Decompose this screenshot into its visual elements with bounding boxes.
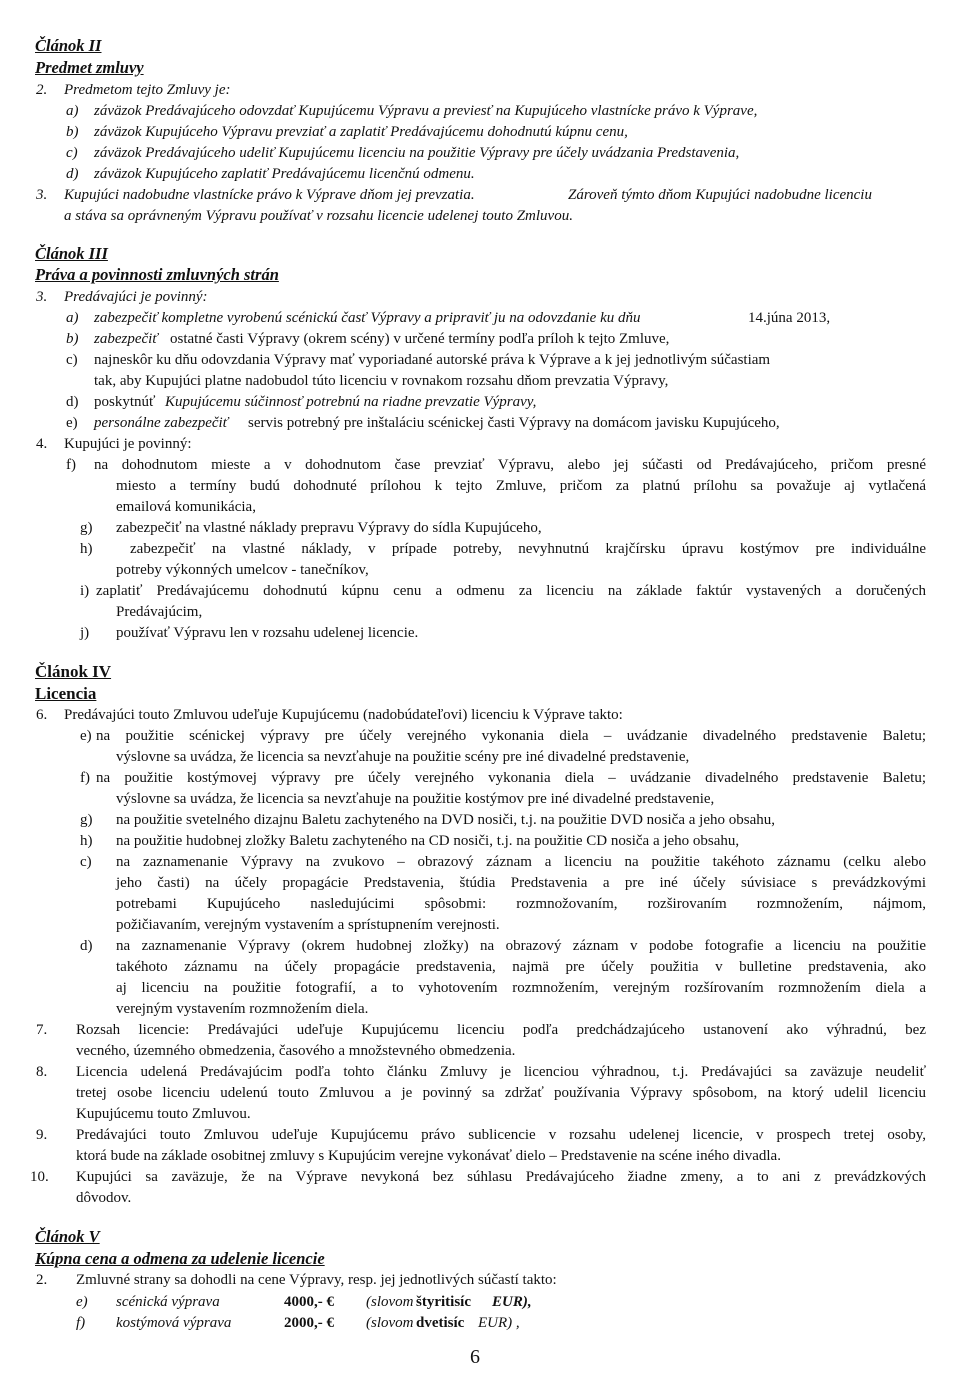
list-item: verejným vystavením rozmnožením diela. bbox=[116, 1001, 369, 1017]
paragraph-number: 8. bbox=[36, 1064, 48, 1080]
list-marker: i) bbox=[80, 583, 90, 599]
article-3-heading: Článok III bbox=[35, 244, 108, 263]
article-4-subheading: Licencia bbox=[35, 684, 97, 703]
list-item: servis potrebný pre inštaláciu scénickej časti Výpravy na domácom javisku Kupujúceho, bbox=[248, 415, 780, 431]
list-marker: g) bbox=[80, 812, 93, 828]
list-marker: f) bbox=[80, 770, 90, 786]
paragraph-text: Predávajúci touto Zmluvou udeľuje Kupujúcemu (nadobúdateľovi) licenciu k Výprave takto: bbox=[64, 707, 623, 723]
paragraph-text: Licencia udelená Predávajúcim podľa tohto článku Zmluvy je licenciou výhradnou, t.j. Predávajúci sa zaväzuje neudeliť bbox=[76, 1064, 926, 1080]
list-marker: e) bbox=[76, 1294, 88, 1310]
list-marker: a) bbox=[66, 310, 79, 326]
list-marker: b) bbox=[66, 331, 79, 347]
list-marker: c) bbox=[80, 854, 92, 870]
paragraph-number: 9. bbox=[36, 1127, 48, 1143]
list-item: používať Výpravu len v rozsahu udelenej licencie. bbox=[116, 625, 419, 641]
paragraph-number: 2. bbox=[36, 82, 48, 98]
price-item-name: scénická výprava bbox=[116, 1294, 220, 1310]
price-value: 4000,- € bbox=[284, 1294, 334, 1310]
list-item: záväzok Predávajúceho udeliť Kupujúcemu licenciu na použitie Výpravy pre účely uvádzania Predstavenia, bbox=[94, 145, 740, 161]
article-5-heading: Článok V bbox=[35, 1227, 100, 1246]
paragraph-number: 10. bbox=[30, 1169, 49, 1185]
paragraph-text: Kupujúci sa zaväzuje, že na Výprave nevykoná bez súhlasu Predávajúceho žiadne zmeny, a to ani z prevádzkových bbox=[76, 1169, 926, 1185]
paragraph-text: Zmluvné strany sa dohodli na cene Výpravy, resp. jej jednotlivých súčastí takto: bbox=[76, 1272, 557, 1288]
price-words: (slovom bbox=[366, 1315, 414, 1331]
list-marker: e) bbox=[80, 728, 92, 744]
paragraph-text: Predávajúci touto Zmluvou udeľuje Kupujúcemu právo sublicencie v rozsahu udelenej licencie, v prospech tretej osoby, bbox=[76, 1127, 926, 1143]
article-2-subheading: Predmet zmluvy bbox=[35, 58, 144, 77]
paragraph-text: a stáva sa oprávneným Výpravu používať v rozsahu licencie udelenej touto Zmluvou. bbox=[64, 208, 573, 224]
list-marker: b) bbox=[66, 124, 79, 140]
list-item: na použitie hudobnej zložky Baletu zachyteného na CD nosiči, t.j. na použitie CD nosiča a jeho obsahu, bbox=[116, 833, 740, 849]
list-item: na použitie svetelného dizajnu Baletu zachyteného na DVD nosiči, t.j. na použitie DVD nosiča a jeho obsahu, bbox=[116, 812, 775, 828]
list-marker: d) bbox=[66, 394, 79, 410]
list-marker: g) bbox=[80, 520, 93, 536]
list-item: záväzok Kupujúceho Výpravu prevziať a zaplatiť Predávajúcemu dohodnutú kúpnu cenu, bbox=[94, 124, 628, 140]
paragraph-text: Kupujúci nadobudne vlastnícke právo k Výprave dňom jej prevzatia. bbox=[64, 187, 475, 203]
list-item: potreby výkonných umelcov - tanečníkov, bbox=[116, 562, 369, 578]
list-item: emailová komunikácia, bbox=[116, 499, 256, 515]
article-2-heading: Článok II bbox=[35, 36, 102, 55]
list-marker: j) bbox=[80, 625, 90, 641]
price-words-currency: EUR) , bbox=[478, 1315, 520, 1331]
list-item: Predávajúcim, bbox=[116, 604, 203, 620]
list-item: zabezpečiť na vlastné náklady, v prípade potreby, nevyhnutnú krajčírsku úpravu kostýmov pre individuálne bbox=[130, 541, 926, 557]
article-4-heading: Článok IV bbox=[35, 662, 112, 681]
list-item: najneskôr ku dňu odovzdania Výpravy mať vyporiadané autorské práva k Výprave a k jej jednotlivým súčastiam bbox=[94, 352, 771, 368]
list-marker: c) bbox=[66, 145, 78, 161]
paragraph-text: dôvodov. bbox=[76, 1190, 132, 1206]
list-item: na použitie kostýmovej výpravy pre účely verejného vykonania diela – uvádzanie divadelného predstavenie Baletu; bbox=[96, 770, 926, 786]
paragraph-text: ktorá bude na základe osobitnej zmluvy s Kupujúcim verejne vykonávať dielo – Predstavenie na scéne iného divadla. bbox=[76, 1148, 781, 1164]
list-item: výslovne sa uvádza, že licencia sa nevzťahuje na použitie kostýmov pre iné divadelné predstavenie, bbox=[116, 791, 715, 807]
price-words: (slovom bbox=[366, 1294, 414, 1310]
list-item: poskytnúť bbox=[94, 394, 156, 410]
list-marker: h) bbox=[80, 833, 93, 849]
list-item: zabezpečiť bbox=[94, 331, 158, 347]
price-words-amount: štyritisíc bbox=[416, 1294, 471, 1310]
paragraph-text: Predávajúci je povinný: bbox=[64, 289, 208, 305]
paragraph-number: 3. bbox=[36, 187, 48, 203]
list-item: ostatné časti Výpravy (okrem scény) v určené termíny podľa príloh k tejto Zmluve, bbox=[170, 331, 670, 347]
list-item: na zaznamenanie Výpravy (okrem hudobnej zložky) na obrazový záznam v podobe fotografie a licenciu na použitie bbox=[116, 938, 926, 954]
paragraph-number: 4. bbox=[36, 436, 48, 452]
list-item: zabezpečiť na vlastné náklady prepravu Výpravy do sídla Kupujúceho, bbox=[116, 520, 542, 536]
list-item: záväzok Kupujúceho zaplatiť Predávajúcemu licenčnú odmenu. bbox=[94, 166, 475, 182]
list-item: zabezpečiť kompletne vyrobenú scénickú časť Výpravy a pripraviť ju na odovzdanie ku dňu bbox=[94, 310, 641, 326]
paragraph-text: Rozsah licencie: Predávajúci udeľuje Kupujúcemu licenciu podľa predchádzajúceho ustanovení ako výhradnú, bez bbox=[76, 1022, 926, 1038]
list-item: na zaznamenanie Výpravy na zvukovo – obrazový záznam a licenciu na použitie takéhoto záznamu (celku alebo bbox=[116, 854, 926, 870]
list-item: záväzok Predávajúceho odovzdať Kupujúcemu Výpravu a previesť na Kupujúceho vlastnícke právo k Výprave, bbox=[94, 103, 758, 119]
list-marker: e) bbox=[66, 415, 78, 431]
paragraph-text: Kupujúcemu touto Zmluvou. bbox=[76, 1106, 251, 1122]
list-item: výslovne sa uvádza, že licencia sa nevzťahuje na použitie scény pre iné divadelné predstavenie, bbox=[116, 749, 690, 765]
article-3-subheading: Práva a povinnosti zmluvných strán bbox=[35, 265, 279, 284]
list-item: požičiavaním, verejným vystavením a sprístupnením verejnosti. bbox=[116, 917, 500, 933]
list-item: miesto a termíny budú dohodnuté prílohou k tejto Zmluve, pričom za platnú prílohu sa považuje aj vytlačená bbox=[116, 478, 926, 494]
paragraph-text: Predmetom tejto Zmluvy je: bbox=[64, 82, 231, 98]
paragraph-text: Zároveň týmto dňom Kupujúci nadobudne licenciu bbox=[568, 187, 872, 203]
list-item: takéhoto záznamu na účely propagácie predstavenia, najmä pre účely použitia v bulletine predstavenia, ako bbox=[116, 959, 926, 975]
list-item-date: 14.júna 2013, bbox=[748, 310, 831, 326]
list-item: zaplatiť Predávajúcemu dohodnutú kúpnu cenu a odmenu za licenciu na základe faktúr vystavených a doručených bbox=[96, 583, 926, 599]
list-item: Kupujúcemu súčinnosť potrebnú na riadne prevzatie Výpravy, bbox=[165, 394, 537, 410]
paragraph-text: tretej osobe licenciu udelenú touto Zmluvou a je povinný sa zdržať používania Výpravy spôsobom, na ktorý udelil licenciu bbox=[76, 1085, 926, 1101]
price-words-amount: dvetisíc bbox=[416, 1315, 465, 1331]
list-marker: h) bbox=[80, 541, 93, 557]
price-words-currency: EUR), bbox=[492, 1294, 532, 1310]
list-marker: f) bbox=[66, 457, 76, 473]
list-marker: c) bbox=[66, 352, 78, 368]
list-item: potrebami Kupujúceho nasledujúcimi spôsobmi: rozmnožovaním, rozširovaním rozmnožením, nájmom, bbox=[116, 896, 926, 912]
list-item: na použitie scénickej výpravy pre účely verejného vykonania diela – uvádzanie divadelného predstavenie Baletu; bbox=[96, 728, 926, 744]
list-marker: f) bbox=[76, 1315, 86, 1331]
page-number: 6 bbox=[470, 1346, 480, 1368]
paragraph-text: vecného, územného obmedzenia, časového a množstevného obmedzenia. bbox=[76, 1043, 516, 1059]
list-marker: d) bbox=[80, 938, 93, 954]
list-item: personálne zabezpečiť bbox=[94, 415, 229, 431]
list-item: aj licenciu na použitie fotografií, a to vyhotovením rozmnožením, verejným rozšírovaním rozmnožením diela a bbox=[116, 980, 926, 996]
paragraph-number: 6. bbox=[36, 707, 48, 723]
price-value: 2000,- € bbox=[284, 1315, 334, 1331]
list-item: jeho časti) na účely propagácie Predstavenia, štúdia Predstavenia a pre iné účely súvisiace s prevádzkovými bbox=[116, 875, 926, 891]
price-item-name: kostýmová výprava bbox=[116, 1315, 232, 1331]
list-item: na dohodnutom mieste a v dohodnutom čase prevziať Výpravu, alebo jej súčasti od Predávajúceho, pričom presné bbox=[94, 457, 926, 473]
paragraph-number: 7. bbox=[36, 1022, 48, 1038]
list-marker: a) bbox=[66, 103, 79, 119]
paragraph-text: Kupujúci je povinný: bbox=[64, 436, 192, 452]
list-item: tak, aby Kupujúci platne nadobudol túto licenciu v rovnakom rozsahu dňom prevzatia Výpravy, bbox=[94, 373, 669, 389]
article-5-subheading: Kúpna cena a odmena za udelenie licencie bbox=[35, 1249, 325, 1268]
paragraph-number: 2. bbox=[36, 1272, 48, 1288]
list-marker: d) bbox=[66, 166, 79, 182]
paragraph-number: 3. bbox=[36, 289, 48, 305]
